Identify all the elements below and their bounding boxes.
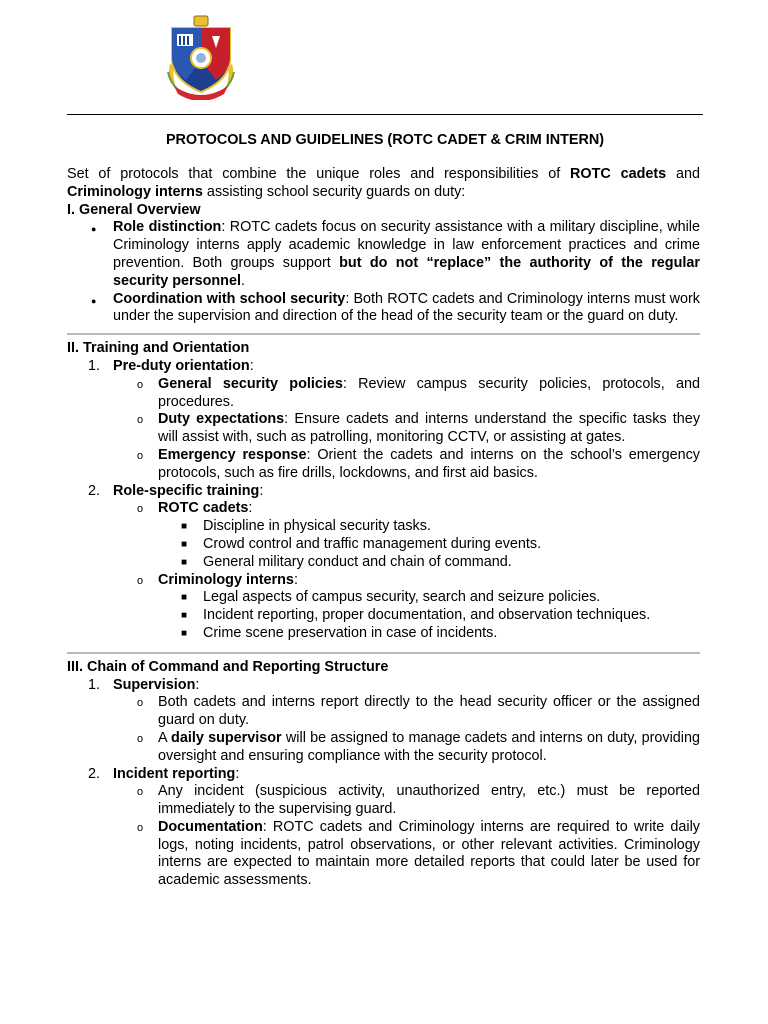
list-item: ■ Incident reporting, proper documentation, and observation techniques. <box>181 607 651 624</box>
section-divider <box>67 333 700 335</box>
list-item: ■ General military conduct and chain of command. <box>181 553 512 570</box>
list-item: o Both cadets and interns report directly to the head security officer or the assigned guard on duty. <box>137 694 700 729</box>
list-item: o Any incident (suspicious activity, unauthorized entry, etc.) must be reported immediately to the supervising guard. <box>137 783 700 818</box>
list-item: ■ Crime scene preservation in case of incidents. <box>181 624 498 641</box>
list-item: o Duty expectations: Ensure cadets and interns understand the specific tasks they will assist with, such as patrolling, monitoring CCTV, or assisting at gates. <box>137 411 701 446</box>
list-item: o Emergency response: Orient the cadets and interns on the school’s emergency protocols, such as fire drills, lockdowns, and first aid basics. <box>137 446 700 481</box>
list-item: o Criminology interns: <box>137 571 298 588</box>
section-divider <box>67 652 700 654</box>
list-item: 1. Supervision: <box>88 676 200 693</box>
list-item: 2. Role-specific training: <box>88 482 264 499</box>
list-item: o Documentation: ROTC cadets and Criminology interns are required to write daily logs, noting incidents, patrol observations, or other relevant activities. Criminology interns are expected to maintain more detailed reports that could later be used for academic assessments. <box>137 818 700 889</box>
list-item: ● Role distinction: ROTC cadets focus on security assistance with a military discipline, while Criminology interns apply academic knowledge in law enforcement practices and crime prevention. Both groups support but do not “replace” the authority of the regular security personnel. <box>91 219 700 289</box>
school-seal-icon <box>164 14 238 100</box>
document-body <box>67 166 700 890</box>
header-rule <box>67 114 703 115</box>
list-item: ● Coordination with school security: Both ROTC cadets and Criminology interns must work under the supervision and direction of the head of the security team or the guard on duty. <box>91 290 700 325</box>
intro-paragraph: Set of protocols that combine the unique roles and responsibilities of ROTC cadets and Criminology interns assisting school security guards on duty: <box>67 166 700 200</box>
list-item: o General security policies: Review campus security policies, protocols, and procedures. <box>137 375 701 410</box>
section-heading: III. Chain of Command and Reporting Structure <box>67 658 389 675</box>
section-heading: I. General Overview <box>67 201 201 218</box>
document-title: PROTOCOLS AND GUIDELINES (ROTC CADET & CRIM INTERN) <box>165 132 605 148</box>
list-item: ■ Legal aspects of campus security, search and seizure policies. <box>181 589 601 606</box>
list-item: ■ Crowd control and traffic management during events. <box>181 535 542 552</box>
list-item: 2. Incident reporting: <box>88 765 240 782</box>
list-item: ■ Discipline in physical security tasks. <box>181 518 431 535</box>
numbered-list <box>67 677 700 891</box>
section-heading: II. Training and Orientation <box>67 340 250 357</box>
list-item: o ROTC cadets: <box>137 500 253 517</box>
bullet-list <box>67 219 700 326</box>
list-item: o A daily supervisor will be assigned to manage cadets and interns on duty, providing oversight and ensuring compliance with the security protocol. <box>137 729 700 764</box>
list-item: 1. Pre-duty orientation: <box>88 357 254 374</box>
numbered-list <box>67 358 700 643</box>
